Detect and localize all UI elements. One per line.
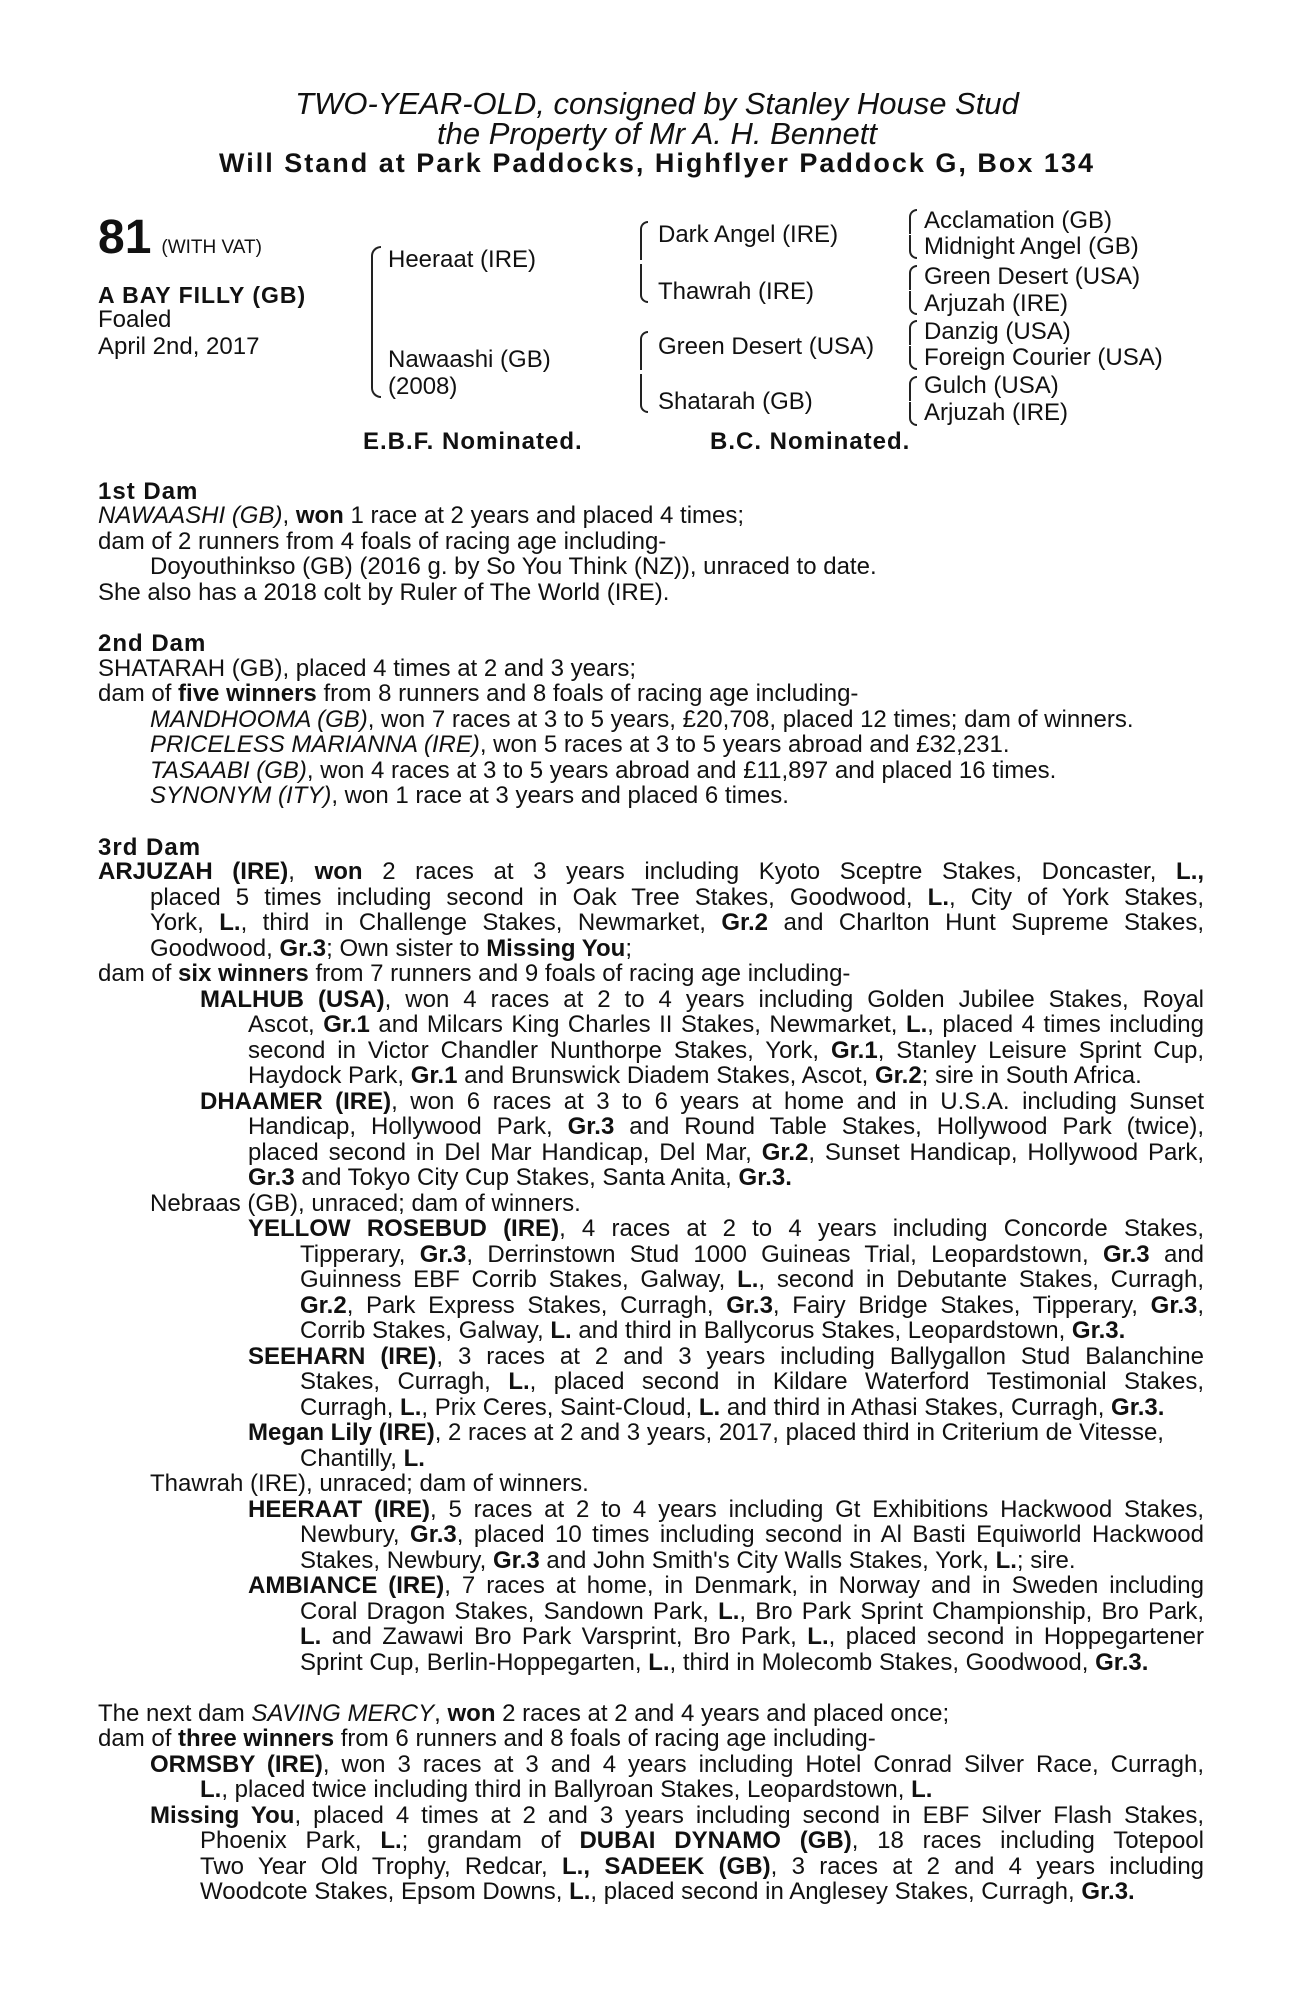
missing-you-line-3: Two Year Old Trophy, Redcar, L., SADEEK (GB), 3 races at 2 and 4 years including [200,1853,1205,1880]
ambiance-line-1: AMBIANCE (IRE), 7 races at home, in Denmark, in Norway and in Sweden including [248,1572,1204,1599]
first-dam-line-2: dam of 2 runners from 4 foals of racing age including- [98,528,667,555]
third-dam-heading: 3rd Dam [98,834,202,861]
next-dam-line-1: The next dam SAVING MERCY, won 2 races at 2 and 4 years and placed once; [98,1700,950,1727]
foaled-info [98,306,259,360]
first-dam-runner: Doyouthinkso (GB) (2016 g. by So You Think (NZ)), unraced to date. [150,553,877,580]
yellow-rosebud-line-5: Corrib Stakes, Galway, L. and third in Ballycorus Stakes, Leopardstown, Gr.3. [300,1317,1126,1344]
g-brace-4 [905,376,915,426]
thawrah-line: Thawrah (IRE), unraced; dam of winners. [150,1470,589,1497]
third-dam-line-1: ARJUZAH (IRE), won 2 races at 3 years including Kyoto Sceptre Stakes, Doncaster, L., [98,858,1205,885]
lot-block [98,210,262,265]
malhub-line-1: MALHUB (USA), won 4 races at 2 to 4 years including Golden Jubilee Stakes, Royal [200,986,1205,1013]
dhaamer-line-4: Gr.3 and Tokyo City Cup Stakes, Santa Anita, Gr.3. [248,1164,792,1191]
seeharn-line-2: Stakes, Curragh, L., placed second in Kildare Waterford Testimonial Stakes, [300,1368,1205,1395]
foaled-date: April 2nd, 2017 [98,333,260,360]
ancestor-3: Green Desert (USA) [924,263,1141,290]
malhub-line-3: second in Victor Chandler Nunthorpe Stakes, York, Gr.1, Stanley Leisure Sprint Cup, [248,1037,1204,1064]
ancestor-1: Acclamation (GB) [924,207,1113,234]
seeharn-line-1: SEEHARN (IRE), 3 races at 2 and 3 years including Ballygallon Stud Balanchine [248,1343,1204,1370]
yellow-rosebud-line-1: YELLOW ROSEBUD (IRE), 4 races at 2 to 4 years including Concorde Stakes, [248,1215,1204,1242]
g-brace-2 [905,265,915,315]
first-dam-heading: 1st Dam [98,478,199,505]
second-dam-runner-1: MANDHOOMA (GB), won 7 races at 3 to 5 years, £20,708, placed 12 times; dam of winners. [150,706,1134,733]
third-dam-line-5: dam of six winners from 7 runners and 9 foals of racing age including- [98,960,851,987]
pedigree-brace-main [371,246,381,398]
malhub-line-4: Haydock Park, Gr.1 and Brunswick Diadem Stakes, Ascot, Gr.2; sire in South Africa. [248,1062,1142,1089]
nebraas-line: Nebraas (GB), unraced; dam of winners. [150,1190,581,1217]
ambiance-line-4: Sprint Cup, Berlin-Hoppegarten, L., third in Molecomb Stakes, Goodwood, Gr.3. [300,1649,1149,1676]
dam: Nawaashi (GB) [388,346,551,373]
ambiance-line-2: Coral Dragon Stakes, Sandown Park, L., Bro Park Sprint Championship, Bro Park, [300,1598,1204,1625]
dhaamer-line-3: placed second in Del Mar Handicap, Del Mar, Gr.2, Sunset Handicap, Hollywood Park, [248,1139,1204,1166]
ambiance-line-3: L. and Zawawi Bro Park Varsprint, Bro Park, L., placed second in Hoppegartener [300,1623,1204,1650]
ormsby-line-2: L., placed twice including third in Ballyroan Stakes, Leopardstown, L. [200,1776,933,1803]
yellow-rosebud-line-2: Tipperary, Gr.3, Derrinstown Stud 1000 Guineas Trial, Leopardstown, Gr.3 and [300,1241,1205,1268]
second-dam-runner-3: TASAABI (GB), won 4 races at 3 to 5 years abroad and £11,897 and placed 16 times. [150,757,1057,784]
third-dam-line-2: placed 5 times including second in Oak Tree Stakes, Goodwood, L., City of York Stakes, [150,884,1205,911]
foaled-label: Foaled [98,306,172,333]
missing-you-line-2: Phoenix Park, L.; grandam of DUBAI DYNAMO (GB), 18 races including Totepool [200,1827,1204,1854]
heeraat-line-3: Stakes, Newbury, Gr.3 and John Smith's City Walls Stakes, York, L.; sire. [300,1547,1076,1574]
megan-lily-line-2: Chantilly, L. [300,1445,425,1472]
ormsby-line-1: ORMSBY (IRE), won 3 races at 3 and 4 years including Hotel Conrad Silver Race, Curragh, [150,1751,1204,1778]
lot-number: 81 [98,211,152,264]
seeharn-line-3: Curragh, L., Prix Ceres, Saint-Cloud, L. and third in Athasi Stakes, Curragh, Gr.3. [300,1394,1165,1421]
ancestor-6: Foreign Courier (USA) [924,344,1163,371]
ancestor-8: Arjuzah (IRE) [924,399,1069,426]
ancestor-2: Midnight Angel (GB) [924,233,1139,260]
bc-nominated: B.C. Nominated. [710,428,911,455]
dhaamer-line-1: DHAAMER (IRE), won 6 races at 3 to 6 years at home and in U.S.A. including Sunset [200,1088,1204,1115]
ancestor-7: Gulch (USA) [924,372,1059,399]
second-dam-line-2: dam of five winners from 8 runners and 8 foals of racing age including- [98,680,859,707]
header-consignor: TWO-YEAR-OLD, consigned by Stanley House Stud [295,86,1019,121]
heeraat-line-2: Newbury, Gr.3, placed 10 times including second in Al Basti Equiworld Hackwood [300,1521,1204,1548]
dam-year: (2008) [388,373,458,400]
heeraat-line-1: HEERAAT (IRE), 5 races at 2 to 4 years including Gt Exhibitions Hackwood Stakes, [248,1496,1205,1523]
ancestor-4: Arjuzah (IRE) [924,290,1069,317]
missing-you-line-4: Woodcote Stakes, Epsom Downs, L., placed second in Anglesey Stakes, Curragh, Gr.3. [200,1878,1135,1905]
dam-brace [636,331,646,413]
sire-dam: Thawrah (IRE) [658,278,815,305]
first-dam-line-1: NAWAASHI (GB), won 1 race at 2 years and placed 4 times; [98,502,745,529]
dam-sire: Green Desert (USA) [658,333,875,360]
yellow-rosebud-line-3: Guinness EBF Corrib Stakes, Galway, L., second in Debutante Stakes, Curragh, [300,1266,1205,1293]
megan-lily-line-1: Megan Lily (IRE), 2 races at 2 and 3 years, 2017, placed third in Criterium de Vitesse, [248,1419,1164,1446]
second-dam-heading: 2nd Dam [98,630,207,657]
header-location: Will Stand at Park Paddocks, Highflyer Paddock G, Box 134 [219,148,1095,178]
dam-dam: Shatarah (GB) [658,388,813,415]
second-dam-line-1: SHATARAH (GB), placed 4 times at 2 and 3 years; [98,655,636,682]
first-dam-produce: She also has a 2018 colt by Ruler of The World (IRE). [98,579,670,606]
second-dam-runner-4: SYNONYM (ITY), won 1 race at 3 years and placed 6 times. [150,782,789,809]
header-owner: the Property of Mr A. H. Bennett [437,116,877,151]
malhub-line-2: Ascot, Gr.1 and Milcars King Charles II Stakes, Newmarket, L., placed 4 times including [248,1011,1205,1038]
sire: Heeraat (IRE) [388,246,537,273]
third-dam-line-4: Goodwood, Gr.3; Own sister to Missing You; [150,935,632,962]
sire-sire: Dark Angel (IRE) [658,221,839,248]
third-dam-line-3: York, L., third in Challenge Stakes, Newmarket, Gr.2 and Charlton Hunt Supreme Stakes, [150,909,1205,936]
g-brace-1 [905,209,915,259]
next-dam-line-2: dam of three winners from 6 runners and 8 foals of racing age including- [98,1725,876,1752]
horse-title: A BAY FILLY (GB) [98,282,307,308]
g-brace-3 [905,320,915,370]
ebf-nominated: E.B.F. Nominated. [363,428,583,455]
sire-brace [636,221,646,303]
missing-you-line-1: Missing You, placed 4 times at 2 and 3 years including second in EBF Silver Flash Stakes, [150,1802,1205,1829]
dhaamer-line-2: Handicap, Hollywood Park, Gr.3 and Round Table Stakes, Hollywood Park (twice), [248,1113,1204,1140]
ancestor-5: Danzig (USA) [924,318,1071,345]
lot-vat: (WITH VAT) [161,237,262,258]
yellow-rosebud-line-4: Gr.2, Park Express Stakes, Curragh, Gr.3, Fairy Bridge Stakes, Tipperary, Gr.3, [300,1292,1205,1319]
second-dam-runner-2: PRICELESS MARIANNA (IRE), won 5 races at 3 to 5 years abroad and £32,231. [150,731,1010,758]
